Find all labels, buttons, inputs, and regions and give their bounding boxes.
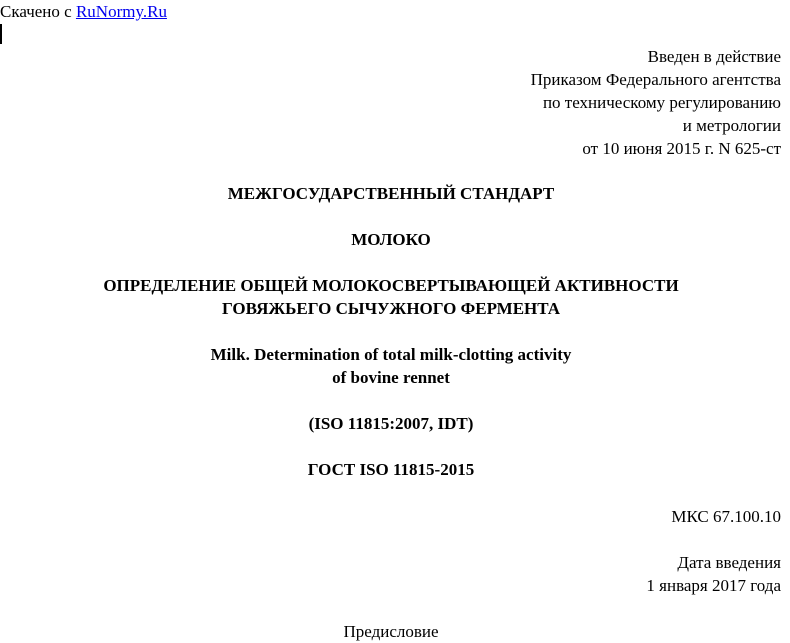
title-en-line-1: Milk. Determination of total milk-clotting activity: [210, 345, 572, 364]
intro-date-value: 1 января 2017 года: [646, 576, 781, 595]
gost-number: [0, 458, 782, 481]
adoption-line-5: от 10 июня 2015 г. N 625-ст: [582, 139, 781, 158]
adoption-line-2: Приказом Федерального агентства: [530, 70, 781, 89]
title-ru-line-1: ОПРЕДЕЛЕНИЕ ОБЩЕЙ МОЛОКОСВЕРТЫВАЮЩЕЙ АКТИВНОСТИ: [103, 276, 679, 295]
standard-type-text: МЕЖГОСУДАРСТВЕННЫЙ СТАНДАРТ: [227, 184, 555, 203]
adoption-block: [531, 45, 781, 160]
mks-code: МКС 67.100.10: [671, 507, 781, 526]
iso-reference: [0, 412, 782, 435]
intro-date-label: Дата введения: [677, 553, 781, 572]
subject-text: МОЛОКО: [351, 230, 431, 249]
runormy-link[interactable]: RuNormy.Ru: [75, 2, 167, 21]
title-ru-line-2: ГОВЯЖЬЕГО СЫЧУЖНОГО ФЕРМЕНТА: [221, 299, 561, 318]
iso-reference-text: (ISO 11815:2007, IDT): [308, 414, 474, 433]
adoption-line-3: по техническому регулированию: [542, 93, 781, 112]
adoption-line-4: и метрологии: [682, 116, 781, 135]
standard-type: [0, 182, 782, 205]
title-en-line-2: of bovine rennet: [332, 368, 450, 387]
title-ru: [0, 274, 782, 320]
gost-number-text: ГОСТ ISO 11815-2015: [307, 460, 475, 479]
adoption-line-1: Введен в действие: [647, 47, 781, 66]
text-cursor: [0, 24, 2, 44]
subject-heading: [0, 228, 782, 251]
source-prefix: Скачено с: [0, 2, 76, 21]
title-en: [0, 343, 782, 389]
source-line: [0, 0, 167, 23]
preface-heading: Предисловие: [343, 622, 439, 641]
